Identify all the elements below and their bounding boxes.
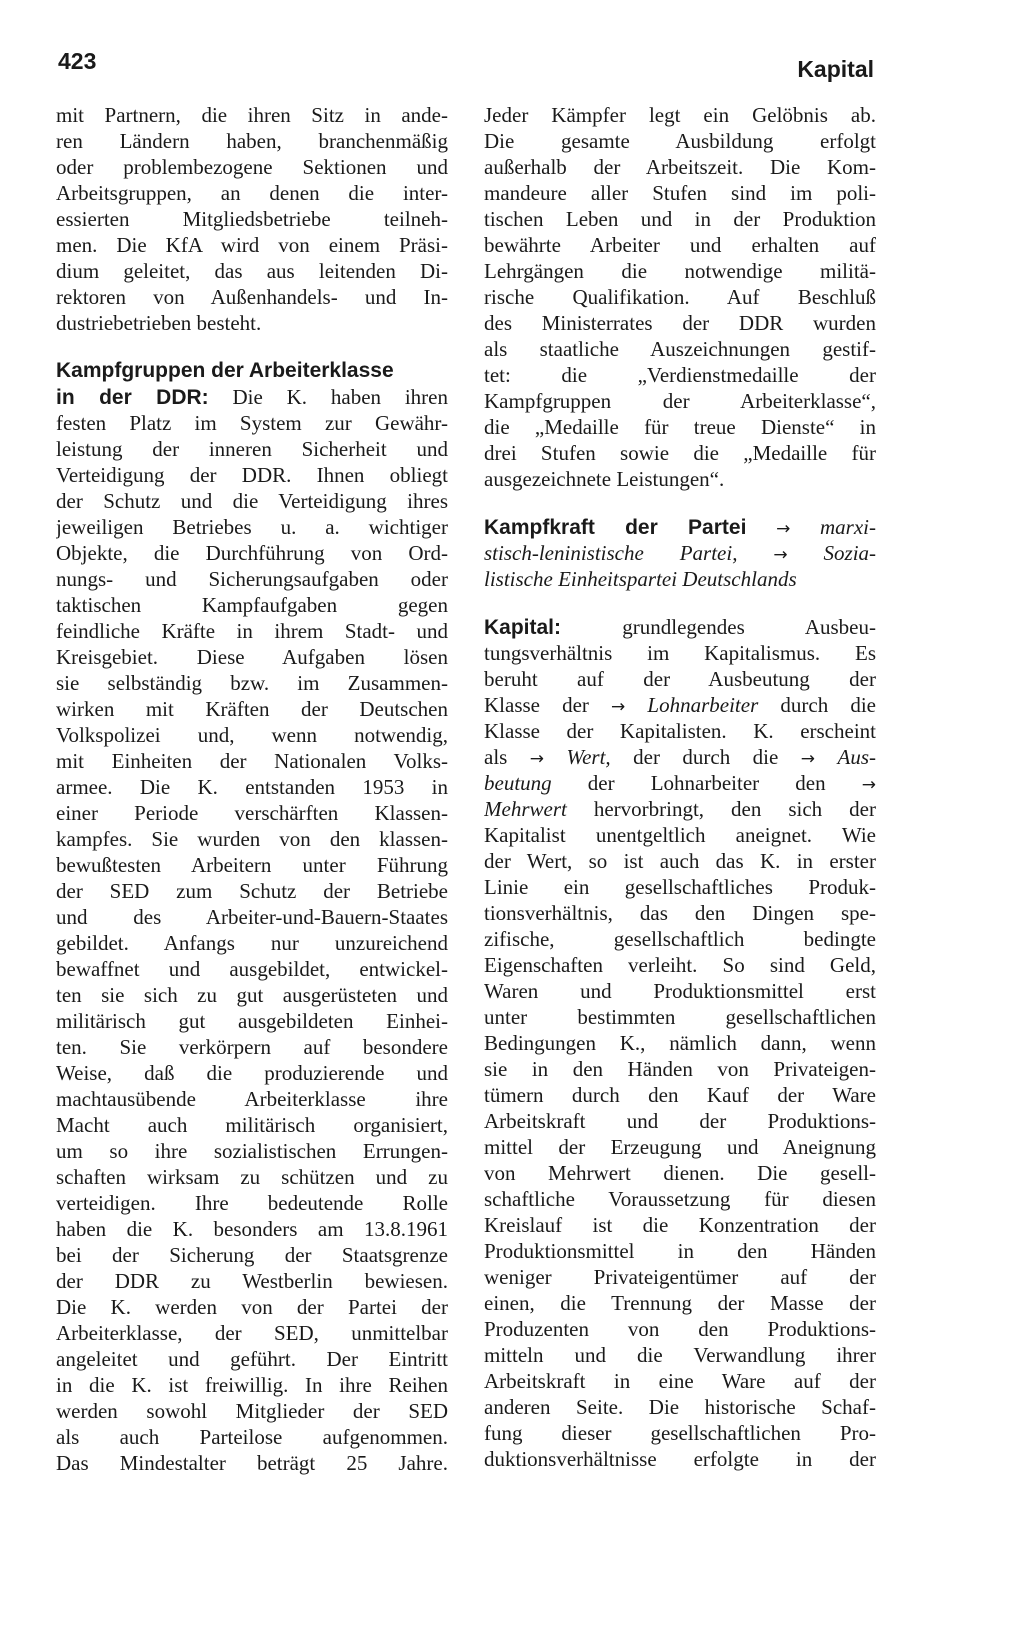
arrow-right-icon: → <box>529 749 545 769</box>
text-line: Lehrgängen die notwendige militä- <box>484 259 876 283</box>
text-line: die „Medaille für treue Dienste“ in <box>484 415 876 439</box>
headword: Kampfgruppen der Arbeiterklasse <box>56 359 394 382</box>
text-line: Kreisgebiet. Diese Aufgaben lösen <box>56 645 448 669</box>
arrow-right-icon: → <box>861 775 876 795</box>
page-header <box>58 48 874 88</box>
cross-reference[interactable]: Lohnarbeiter <box>647 693 759 717</box>
text-line: Kapitalist unentgeltlich aneignet. Wie <box>484 823 876 847</box>
text-line: nungs- und Sicherungsaufgaben oder <box>56 567 448 591</box>
arrow-right-icon: → <box>773 545 788 565</box>
text-line: feindliche Kräfte in ihrem Stadt- und <box>56 619 448 643</box>
text-line: unter bestimmten gesellschaftlichen <box>484 1005 876 1029</box>
text-line: oder problembezogene Sektionen und <box>56 155 448 179</box>
text-line: Arbeiterklasse, der SED, unmittelbar <box>56 1321 448 1345</box>
text-line: dium geleitet, das aus leitenden Di- <box>56 259 448 283</box>
text-line: einen, die Trennung der Masse der <box>484 1291 876 1315</box>
text-line: Produzenten von den Produktions- <box>484 1317 876 1341</box>
text-line: ren Ländern haben, branchenmäßig <box>56 129 448 153</box>
text-line: Das Mindestalter beträgt 25 Jahre. <box>56 1451 448 1475</box>
text-line: sie in den Händen von Privateigen- <box>484 1057 876 1081</box>
text-line: kampfes. Sie wurden von den klassen- <box>56 827 448 851</box>
text-line: tischen Leben und in der Produktion <box>484 207 876 231</box>
text-line: bewußtesten Arbeitern unter Führung <box>56 853 448 877</box>
text-line: mittel der Erzeugung und Aneignung <box>484 1135 876 1159</box>
text-line: Arbeitskraft und der Produktions- <box>484 1109 876 1133</box>
text-line: beutung der Lohnarbeiter den → <box>484 771 876 795</box>
page-number: 423 <box>58 48 97 74</box>
text-line: mit Partnern, die ihren Sitz in ande- <box>56 103 448 127</box>
text-line: militärisch gut ausgebildeten Einhei- <box>56 1009 448 1033</box>
text-line: Linie ein gesellschaftliches Produk- <box>484 875 876 899</box>
text-line: bewaffnet und ausgebildet, entwickel- <box>56 957 448 981</box>
text-line: gebildet. Anfangs nur unzureichend <box>56 931 448 955</box>
text-line: Volkspolizei und, wenn notwendig, <box>56 723 448 747</box>
text-line: tümern durch den Kauf der Ware <box>484 1083 876 1107</box>
text-line: der SED zum Schutz der Betriebe <box>56 879 448 903</box>
text-line: der Wert, so ist auch das K. in erster <box>484 849 876 873</box>
arrow-right-icon: → <box>611 697 626 717</box>
headword: Kapital: <box>484 616 562 639</box>
text-line <box>484 514 876 540</box>
cross-reference[interactable]: beutung <box>484 771 552 795</box>
text-line: Kreislauf ist die Konzentration der <box>484 1213 876 1237</box>
text-line: Waren und Produktionsmittel erst <box>484 979 876 1003</box>
text-line: der DDR zu Westberlin bewiesen. <box>56 1269 448 1293</box>
text-line: verteidigen. Ihre bedeutende Rolle <box>56 1191 448 1215</box>
text-line: um so ihre sozialistischen Errungen- <box>56 1139 448 1163</box>
text-line: festen Platz im System zur Gewähr- <box>56 411 448 435</box>
text-line: duktionsverhältnisse erfolgte in der <box>484 1447 876 1471</box>
text-line: essierten Mitgliedsbetriebe teilneh- <box>56 207 448 231</box>
text-line: schaften wirksam zu schützen und zu <box>56 1165 448 1189</box>
cross-reference[interactable]: Sozia- <box>823 541 876 565</box>
text-line: rektoren von Außenhandels- und In- <box>56 285 448 309</box>
headword: Kampfkraft der Partei <box>484 516 747 539</box>
text-line: armee. Die K. entstanden 1953 in <box>56 775 448 799</box>
text-line: anderen Seite. Die historische Schaf- <box>484 1395 876 1419</box>
continuation-paragraph <box>56 102 448 336</box>
text-line: Klasse der → Lohnarbeiter durch die <box>484 693 876 717</box>
text-line: Klasse der Kapitalisten. K. erscheint <box>484 719 876 743</box>
entry-kapital <box>484 614 876 1472</box>
text-line: bewährte Arbeiter und erhalten auf <box>484 233 876 257</box>
text-line: Kapital: grundlegendes Ausbeu- <box>484 615 876 639</box>
text-line: dustriebetrieben besteht. <box>56 311 262 335</box>
text-line: leistung der inneren Sicherheit und <box>56 437 448 461</box>
text-line: ten. Sie verkörpern auf besondere <box>56 1035 448 1059</box>
text-line: als staatliche Auszeichnungen gestif- <box>484 337 876 361</box>
text-line: Kampfgruppen der Arbeiterklasse“, <box>484 389 876 413</box>
text-line: weniger Privateigentümer auf der <box>484 1265 876 1289</box>
cross-reference[interactable]: stisch-leninistische Partei, <box>484 541 738 565</box>
text-line: drei Stufen sowie die „Medaille für <box>484 441 876 465</box>
text-line: rische Qualifikation. Auf Beschluß <box>484 285 876 309</box>
cross-reference[interactable]: Aus- <box>837 745 876 769</box>
text-line: bei der Sicherung der Staatsgrenze <box>56 1243 448 1267</box>
text-line: haben die K. besonders am 13.8.1961 <box>56 1217 448 1241</box>
text-line: werden sowohl Mitglieder der SED <box>56 1399 448 1423</box>
text-line: Jeder Kämpfer legt ein Gelöbnis ab. <box>484 103 876 127</box>
text-line: Arbeitsgruppen, an denen die inter- <box>56 181 448 205</box>
text-line: des Ministerrates der DDR wurden <box>484 311 876 335</box>
text-line: Weise, daß die produzierende und <box>56 1061 448 1085</box>
text-line: Macht auch militärisch organisiert, <box>56 1113 448 1137</box>
cross-reference[interactable]: listische Einheitspartei Deutschlands <box>484 567 797 591</box>
text-line: Mehrwert hervorbringt, den sich der <box>484 797 876 821</box>
text-line: jeweiligen Betriebes u. a. wichtiger <box>56 515 448 539</box>
left-column <box>56 102 448 1476</box>
text-line: Verteidigung der DDR. Ihnen obliegt <box>56 463 448 487</box>
text-line <box>484 566 876 592</box>
text-line: taktischen Kampfaufgaben gegen <box>56 593 448 617</box>
cross-reference[interactable]: marxi- <box>820 515 876 539</box>
text-line: tet: die „Verdienstmedaille der <box>484 363 876 387</box>
entry-kampfgruppen <box>56 358 448 1476</box>
text-line: ausgezeichnete Leistungen“. <box>484 467 725 491</box>
text-line: angeleitet und geführt. Der Eintritt <box>56 1347 448 1371</box>
cross-reference[interactable]: Wert, <box>566 745 611 769</box>
cross-reference[interactable]: Mehrwert <box>484 797 567 821</box>
text-line: Objekte, die Durchführung von Ord- <box>56 541 448 565</box>
text-line: Arbeitskraft in eine Ware auf der <box>484 1369 876 1393</box>
text-line: tionsverhältnis, das den Dingen spe- <box>484 901 876 925</box>
text-line: von Mehrwert dienen. Die gesell- <box>484 1161 876 1185</box>
text-line: zifische, gesellschaftlich bedingte <box>484 927 876 951</box>
text-line: beruht auf der Ausbeutung der <box>484 667 876 691</box>
text-line: Die K. werden von der Partei der <box>56 1295 448 1319</box>
text-line: schaftliche Voraussetzung für diesen <box>484 1187 876 1211</box>
text-line: der Schutz und die Verteidigung ihres <box>56 489 448 513</box>
running-head: Kapital <box>797 56 874 82</box>
text-line: und des Arbeiter-und-Bauern-Staates <box>56 905 448 929</box>
text-line: sie selbständig bzw. im Zusammen- <box>56 671 448 695</box>
arrow-right-icon: → <box>800 749 816 769</box>
text-line: Eigenschaften verleiht. So sind Geld, <box>484 953 876 977</box>
entry-kampfkraft <box>484 514 876 592</box>
text-line: als → Wert, der durch die → Aus- <box>484 745 876 769</box>
text-line: in die K. ist freiwillig. In ihre Reihen <box>56 1373 448 1397</box>
text-line: außerhalb der Arbeitszeit. Die Kom- <box>484 155 876 179</box>
continuation-paragraph <box>484 102 876 492</box>
text-line: einer Periode verschärften Klassen- <box>56 801 448 825</box>
text-line: mitteln und die Verwandlung ihrer <box>484 1343 876 1367</box>
text-line: mandeure aller Stufen sind im poli- <box>484 181 876 205</box>
right-column <box>484 102 876 1472</box>
text-line: Produktionsmittel in den Händen <box>484 1239 876 1263</box>
text-line: men. Die KfA wird von einem Präsi- <box>56 233 448 257</box>
headword: in der DDR: <box>56 386 209 409</box>
text-line: fung dieser gesellschaftlichen Pro- <box>484 1421 876 1445</box>
text-line: mit Einheiten der Nationalen Volks- <box>56 749 448 773</box>
text-line: Die gesamte Ausbildung erfolgt <box>484 129 876 153</box>
text-line: machtausübende Arbeiterklasse ihre <box>56 1087 448 1111</box>
text-line: Bedingungen K., nämlich dann, wenn <box>484 1031 876 1055</box>
text-line: tungsverhältnis im Kapitalismus. Es <box>484 641 876 665</box>
text-line: ten sie sich zu gut ausgerüsteten und <box>56 983 448 1007</box>
definition-start: Die K. haben ihren <box>208 385 448 409</box>
text-line <box>56 384 448 410</box>
text-line: wirken mit Kräften der Deutschen <box>56 697 448 721</box>
text-line <box>484 540 876 566</box>
text-line: als auch Parteilose aufgenommen. <box>56 1425 448 1449</box>
arrow-right-icon: → <box>776 519 791 539</box>
